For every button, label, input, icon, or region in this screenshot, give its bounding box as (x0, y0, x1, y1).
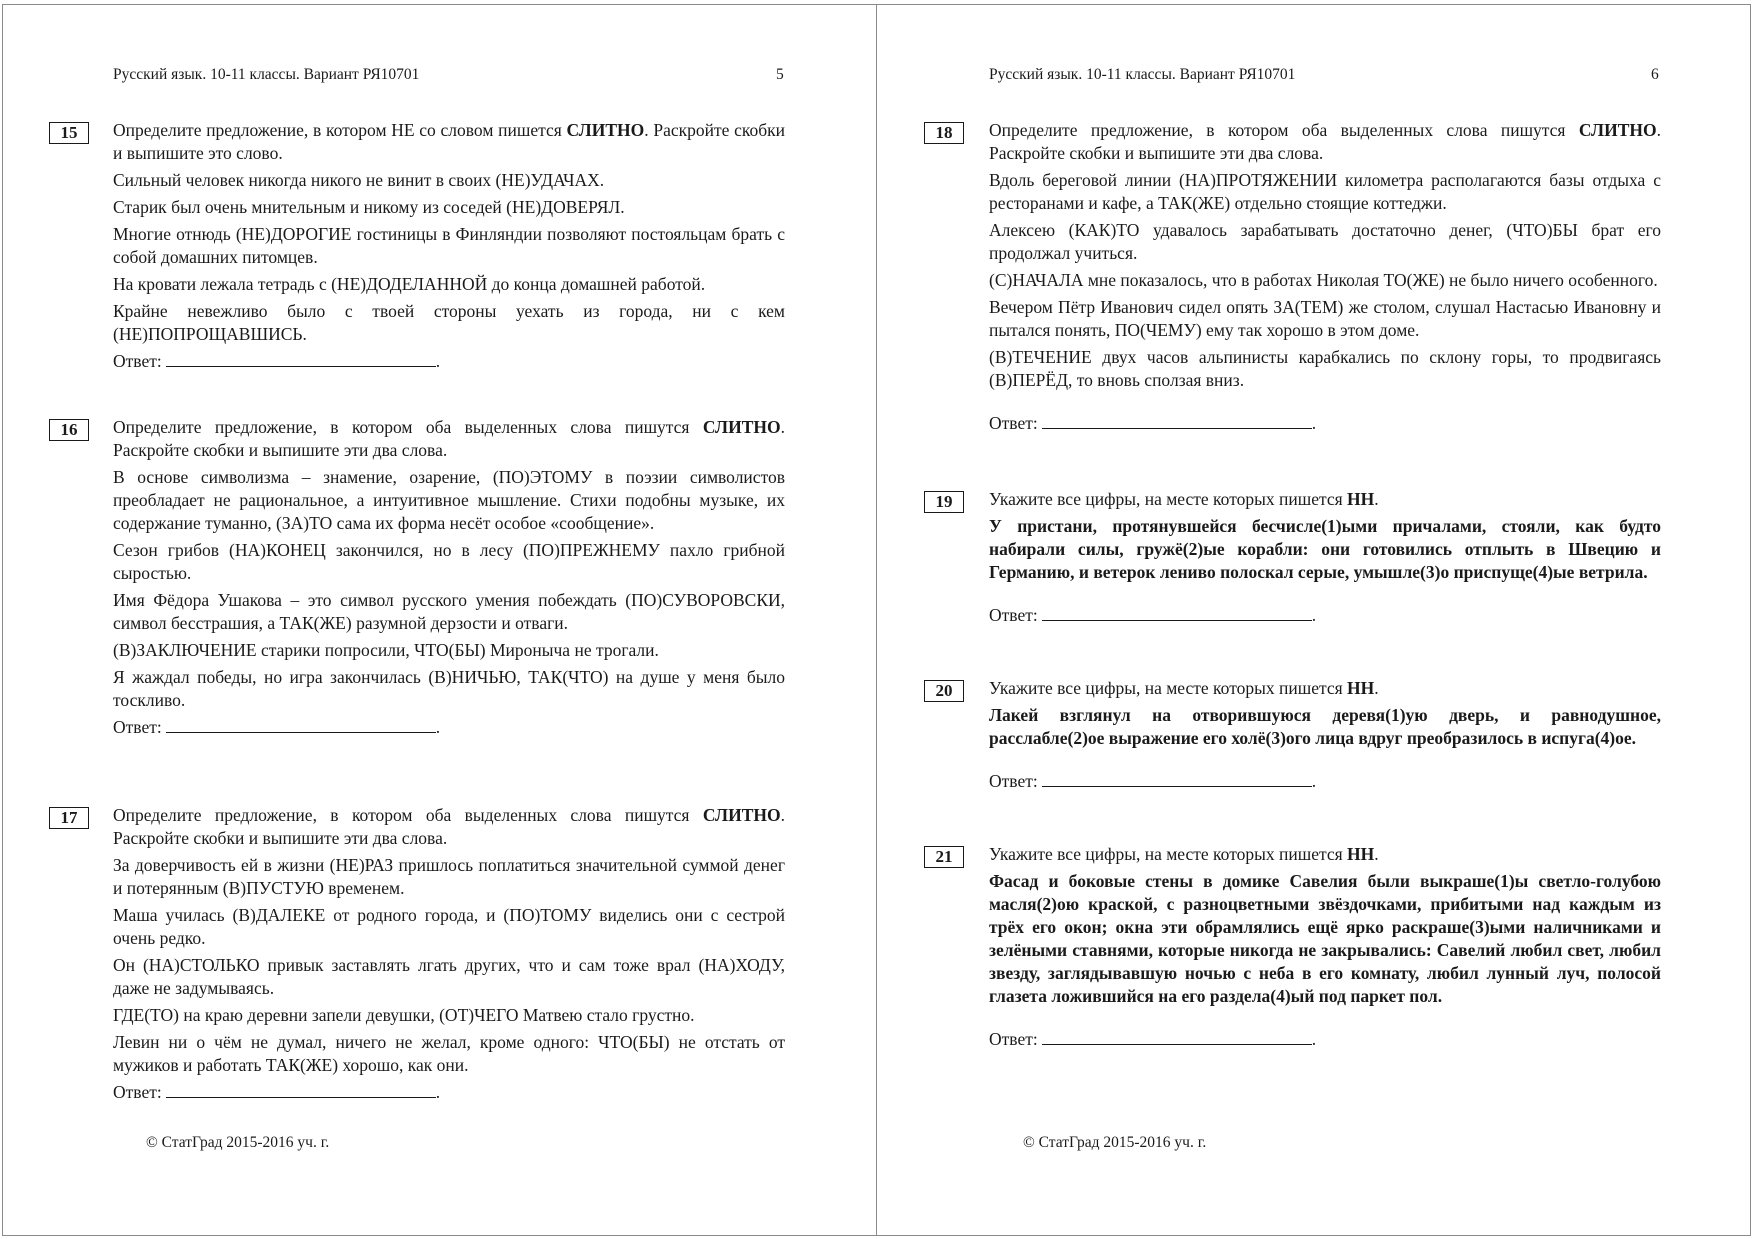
task-intro: Укажите все цифры, на месте которых пишется НН. (989, 678, 1379, 698)
task-intro: Укажите все цифры, на месте которых пишется НН. (989, 489, 1379, 509)
answer-field[interactable]: Ответ: . (989, 413, 1317, 433)
task-text: Фасад и боковые стены в домике Савелия были выкраше(1)ы светло-голубою масля(2)ою краской, с разноцветными звёздочками, прибитыми над каждым из трёх его окон; окна эти обрамлялись ещё ярко раскраше(3)ыми наличниками и зелёными ставнями, которые никогда не закрывались: Савелий любил свет, любил звезду, заглядывавшую ночью с неба в его комнату, любил лунный луч, полосой глазета ложившийся на его раздела(4)ый под паркет пол. (989, 871, 1661, 1006)
task-number: 21 (924, 846, 964, 868)
sentence: Сезон грибов (НА)КОНЕЦ закончился, но в лесу (ПО)ПРЕЖНЕМУ пахло грибной сыростью. (113, 540, 785, 583)
sentence: Вечером Пётр Иванович сидел опять ЗА(ТЕМ) же столом, слушал Настасью Ивановну и пытался понять, ПО(ЧЕМУ) ему так хорошо в этом доме. (989, 297, 1661, 340)
sentence: Сильный человек никогда никого не винит в своих (НЕ)УДАЧАХ. (113, 170, 605, 190)
answer-line[interactable] (166, 716, 436, 733)
answer-field[interactable]: Ответ: . (113, 717, 441, 737)
answer-label: Ответ: (989, 605, 1038, 625)
task-content (989, 677, 1661, 793)
answer-label: Ответ: (113, 717, 162, 737)
page-footer: © СтатГрад 2015-2016 уч. г. (1023, 1134, 1207, 1151)
task-content (989, 488, 1661, 627)
answer-label: Ответ: (989, 413, 1038, 433)
sentence: Маша училась (В)ДАЛЕКЕ от родного города, и (ПО)ТОМУ виделись они с сестрой очень редко. (113, 905, 785, 948)
answer-line[interactable] (1042, 770, 1312, 787)
answer-line[interactable] (1042, 604, 1312, 621)
sentence: Я жаждал победы, но игра закончилась (В)НИЧЬЮ, ТАК(ЧТО) на душе у меня было тоскливо. (113, 667, 785, 710)
task-number: 18 (924, 122, 964, 144)
task-content (113, 119, 785, 373)
sentence: Вдоль береговой линии (НА)ПРОТЯЖЕНИИ километра располагаются базы отдыха с ресторанами и кафе, а ТАК(ЖЕ) отдельно стоящие коттеджи. (989, 170, 1661, 213)
sentence: Левин ни о чём не думал, ничего не желал, кроме одного: ЧТО(БЫ) не отстать от мужиков и работать ТАК(ЖЕ) хорошо, как они. (113, 1032, 785, 1075)
task-intro: Определите предложение, в котором оба выделенных слова пишутся СЛИТНО. Раскройте скобки и выпишите эти два слова. (989, 120, 1661, 163)
task-number: 17 (49, 807, 89, 829)
sentence: ГДЕ(ТО) на краю деревни запели девушки, (ОТ)ЧЕГО Матвею стало грустно. (113, 1005, 695, 1025)
answer-label: Ответ: (113, 1082, 162, 1102)
sentence: В основе символизма – знамение, озарение, (ПО)ЭТОМУ в поэзии символистов преобладает не рациональное, а интуитивное мышление. Стихи подобны музыке, их содержание туманно, (ЗА)ТО сама их форма несёт особое «сообщение». (113, 467, 785, 533)
answer-label: Ответ: (989, 771, 1038, 791)
task-intro: Определите предложение, в котором оба выделенных слова пишутся СЛИТНО. Раскройте скобки и выпишите эти два слова. (113, 417, 785, 460)
task-number: 20 (924, 680, 964, 702)
task-number: 19 (924, 491, 964, 513)
sentence: (В)ЗАКЛЮЧЕНИЕ старики попросили, ЧТО(БЫ) Мироныча не трогали. (113, 640, 659, 660)
task-content (113, 804, 785, 1104)
answer-field[interactable]: Ответ: . (989, 1029, 1317, 1049)
header-title: Русский язык. 10-11 классы. Вариант РЯ10701 (989, 66, 1296, 83)
answer-line[interactable] (166, 1081, 436, 1098)
answer-label: Ответ: (113, 351, 162, 371)
answer-field[interactable]: Ответ: . (989, 605, 1317, 625)
header-title: Русский язык. 10-11 классы. Вариант РЯ10701 (113, 66, 420, 83)
sentence: За доверчивость ей в жизни (НЕ)РАЗ пришлось поплатиться значительной суммой денег и потерянным (В)ПУСТУЮ временем. (113, 855, 785, 898)
answer-line[interactable] (1042, 1028, 1312, 1045)
sentence: Он (НА)СТОЛЬКО привык заставлять лгать других, что и сам тоже врал (НА)ХОДУ, даже не задумываясь. (113, 955, 785, 998)
sentence: Старик был очень мнительным и никому из соседей (НЕ)ДОВЕРЯЛ. (113, 197, 625, 217)
sentence: Многие отнюдь (НЕ)ДОРОГИЕ гостиницы в Финляндии позволяют постояльцам брать с собой домашних питомцев. (113, 224, 785, 267)
answer-field[interactable]: Ответ: . (113, 1082, 441, 1102)
sentence: Имя Фёдора Ушакова – это символ русского умения побеждать (ПО)СУВОРОВСКИ, символ бесстрашия, а ТАК(ЖЕ) разумной дерзости и отваги. (113, 590, 785, 633)
sentence: (В)ТЕЧЕНИЕ двух часов альпинисты карабкались по склону горы, то продвигаясь (В)ПЕРЁД, то вновь сползая вниз. (989, 347, 1661, 390)
task-intro: Определите предложение, в котором НЕ со словом пишется СЛИТНО. Раскройте скобки и выпишите это слово. (113, 120, 786, 163)
answer-label: Ответ: (989, 1029, 1038, 1049)
task-intro: Укажите все цифры, на месте которых пишется НН. (989, 844, 1379, 864)
task-content (989, 119, 1661, 435)
sentence: Крайне невежливо было с твоей стороны уехать из города, ни с кем (НЕ)ПОПРОЩАВШИСЬ. (113, 301, 785, 344)
answer-line[interactable] (166, 350, 436, 367)
page-right (877, 0, 1754, 1239)
task-text: Лакей взглянул на отворившуюся деревя(1)ую дверь, и равнодушное, расслабле(2)ое выражение его холё(3)ого лица вдруг преобразилось в испуга(4)ое. (989, 705, 1661, 748)
task-text: У пристани, протянувшейся бесчисле(1)ыми причалами, стояли, как будто набирали силы, гружё(2)ые корабли: они готовились отплыть в Швецию и Германию, и ветерок лениво полоскал серые, умышле(3)о приспуще(4)ые ветрила. (989, 516, 1661, 582)
task-intro: Определите предложение, в котором оба выделенных слова пишутся СЛИТНО. Раскройте скобки и выпишите эти два слова. (113, 805, 785, 848)
task-number: 16 (49, 419, 89, 441)
page-footer: © СтатГрад 2015-2016 уч. г. (146, 1134, 330, 1151)
answer-field[interactable]: Ответ: . (113, 351, 441, 371)
sentence: Алексею (КАК)ТО удавалось зарабатывать достаточно денег, (ЧТО)БЫ брат его продолжал учиться. (989, 220, 1661, 263)
answer-field[interactable]: Ответ: . (989, 771, 1317, 791)
task-content (113, 416, 785, 739)
sentence: На кровати лежала тетрадь с (НЕ)ДОДЕЛАННОЙ до конца домашней работой. (113, 274, 706, 294)
sentence: (С)НАЧАЛА мне показалось, что в работах Николая ТО(ЖЕ) не было ничего особенного. (989, 270, 1658, 290)
task-content (989, 843, 1661, 1051)
answer-line[interactable] (1042, 412, 1312, 429)
page-number: 5 (776, 66, 784, 83)
task-number: 15 (49, 122, 89, 144)
page-number: 6 (1651, 66, 1659, 83)
